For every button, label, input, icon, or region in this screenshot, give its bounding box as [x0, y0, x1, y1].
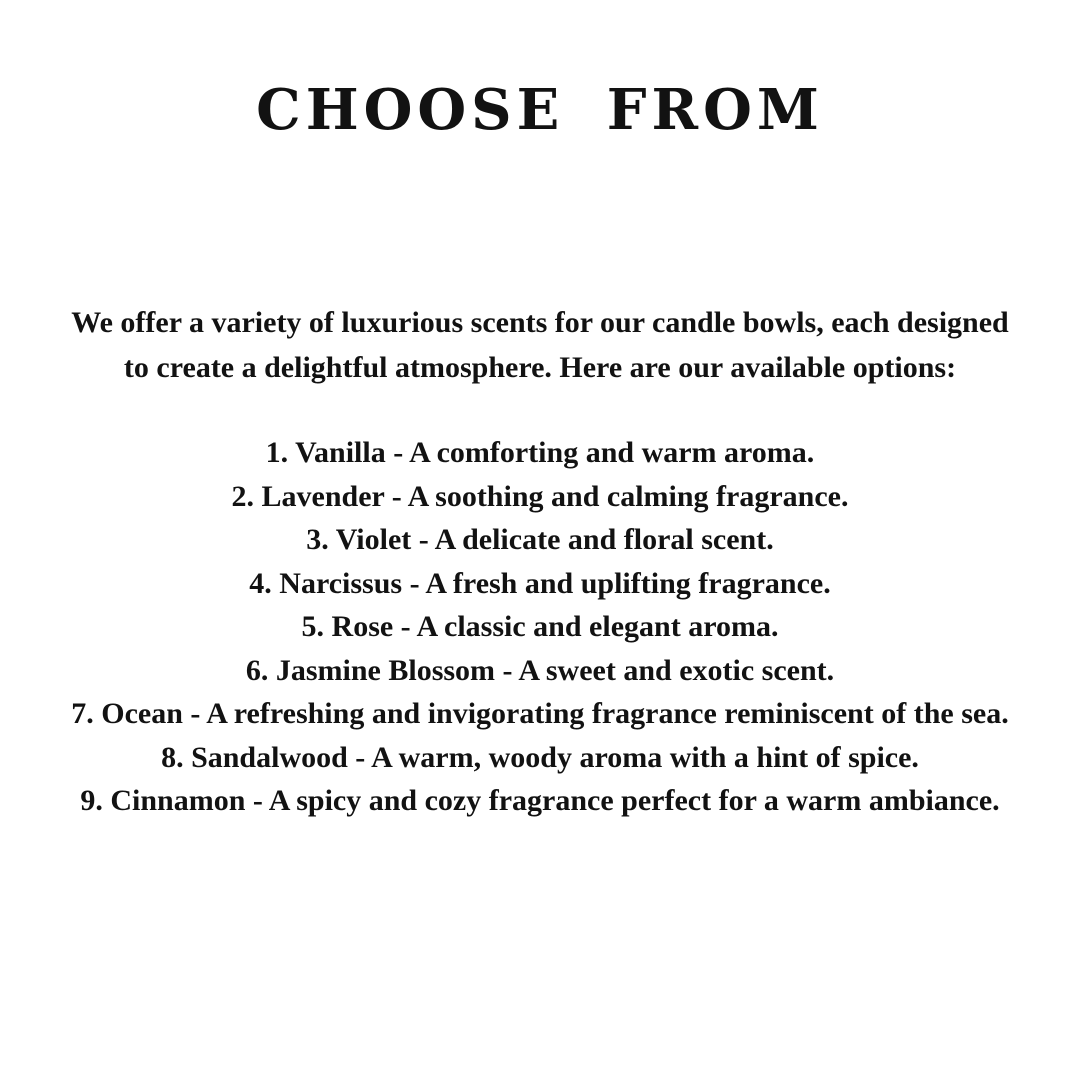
- list-item-narcissus: 4. Narcissus - A fresh and uplifting fragrance.: [249, 566, 831, 600]
- list-item-violet: 3. Violet - A delicate and floral scent.: [306, 523, 774, 556]
- list-item-ocean: 7. Ocean - A refreshing and invigorating fragrance reminiscent of the sea.: [71, 697, 1009, 730]
- list-item-rose: 5. Rose - A classic and elegant aroma.: [301, 610, 779, 643]
- list-item-vanilla: 1. Vanilla - A comforting and warm aroma.: [265, 436, 815, 469]
- page-title: CHOOSE FROM: [256, 76, 824, 143]
- intro-text-line-1: We offer a variety of luxurious scents for our candle bowls, each designed: [71, 306, 1009, 339]
- intro-text-line-2: to create a delightful atmosphere. Here are our available options:: [123, 351, 957, 384]
- list-item-lavender: 2. Lavender - A soothing and calming fragrance.: [231, 479, 849, 513]
- scent-options-list: [0, 431, 1080, 823]
- list-item-cinnamon: 9. Cinnamon - A spicy and cozy fragrance perfect for a warm ambiance.: [80, 784, 1000, 817]
- intro-paragraph: [0, 300, 1080, 390]
- list-item-sandalwood: 8. Sandalwood - A warm, woody aroma with a hint of spice.: [161, 740, 919, 774]
- list-item-jasmine-blossom: 6. Jasmine Blossom - A sweet and exotic scent.: [245, 653, 835, 687]
